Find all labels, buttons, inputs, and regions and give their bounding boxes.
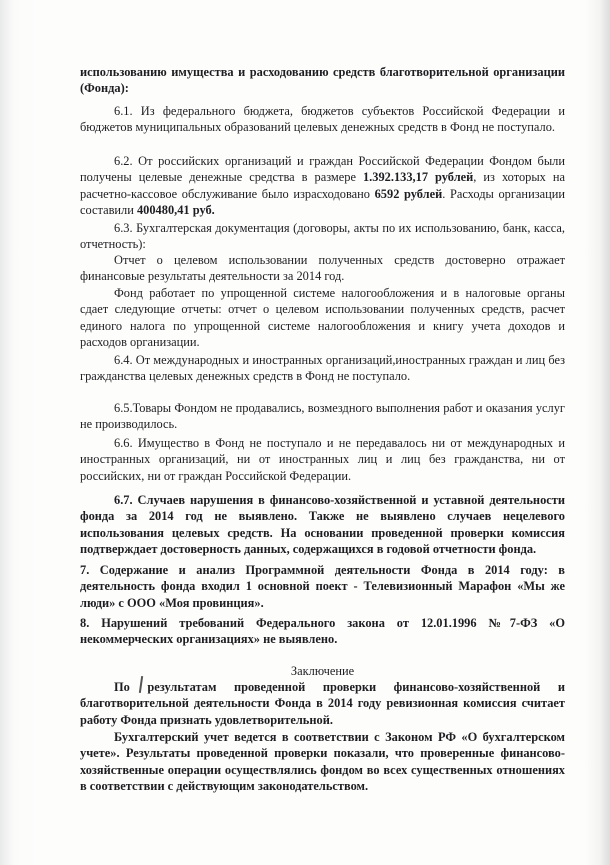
expenses-amount: 400480,41 руб. [136,202,215,217]
paragraph-6-3: 6.3. Бухгалтерская документация (договоры, акты по их использованию, банк, касса, отчетность): [80,221,565,252]
paragraph-6-7: 6.7. Случаев нарушения в финансово-хозяйственной и уставной деятельности фонда за 2014 год не выявлено. Также не выявлено случаев нецелевого использования целевых средств. На основании проведенной проверки комиссия подтверждает достоверность данных, содержащихся в годовой отчетности фонда. [80,493,565,556]
paragraph-6-2-text-a: 6.2. От российских организаций и граждан Российской Федерации Фондом были получены целевые денежные средства в размере [80,154,565,185]
conclusion-paragraph-1: По результатам проведенной проверки финансово-хозяйственной и благотворительной деятельности Фонда в 2014 году ревизионная комиссия считает работу Фонда признать удовлетворительной. [80,680,565,727]
paragraph-7: 7. Содержание и анализ Программной деятельности Фонда в 2014 году: в деятельность фонда входил 1 основной поект - Телевизионный Марафон «Мы же люди» с ООО «Моя провинция». [80,563,565,610]
bank-service-amount: 6592 рублей [374,186,443,201]
section-intro: использованию имущества и расходованию средств благотворительной организации (Фонда): [80,65,565,96]
paragraph-6-2-text-e: . Расходы организации составили [80,186,565,217]
paragraph-6-6: 6.6. Имущество в Фонд не поступало и не передавалось ни от международных и иностранных организаций, ни от иностранных лиц и лиц без гражданства, ни от российских, ни от граждан Российской Федерации. [80,436,565,483]
paragraph-6-3-tax: Фонд работает по упрощенной системе налогообложения и в налоговые органы сдает следующие отчеты: отчет о целевом использовании полученных средств, расчет единого налога по упрощенной системе налогообложения и книгу учета доходов и расходов организации. [80,286,565,349]
received-amount: 1.392.133,17 рублей [362,170,474,185]
paragraph-6-1: 6.1. Из федерального бюджета, бюджетов субъектов Российской Федерации и бюджетов муниципальных образований целевых денежных средств в Фонд не поступало. [80,104,565,135]
paragraph-6-3-report: Отчет о целевом использовании полученных средств достоверно отражает финансовые результаты деятельности за 2014 год. [80,253,565,284]
paragraph-6-2-text-c: , из хоторых на расчетно-кассовое обслуживание было израсходовано [80,170,566,201]
conclusion-heading: Заключение [290,664,355,678]
conclusion-paragraph-2: Бухгалтерский учет ведется в соответствии с Законом РФ «О бухгалтерском учете». Результаты проведенной проверки показали, что проверенные финансово-хозяйственные операции осуществлялись фондом во всех существенных отношениях в соответствии с действующим законодательством. [80,730,565,793]
paragraph-6-2 [80,153,565,218]
paragraph-6-5: 6.5.Товары Фондом не продавались, возмездного выполнения работ и оказания услуг не производилось. [80,401,565,432]
paragraph-6-4: 6.4. От международных и иностранных организаций,иностранных граждан и лиц без гражданства целевых денежных средств в Фонд не поступало. [80,353,565,384]
paragraph-8: 8. Нарушений требований Федерального закона от 12.01.1996 №7-ФЗ «О некоммерческих организациях» не выявлено. [80,616,565,647]
